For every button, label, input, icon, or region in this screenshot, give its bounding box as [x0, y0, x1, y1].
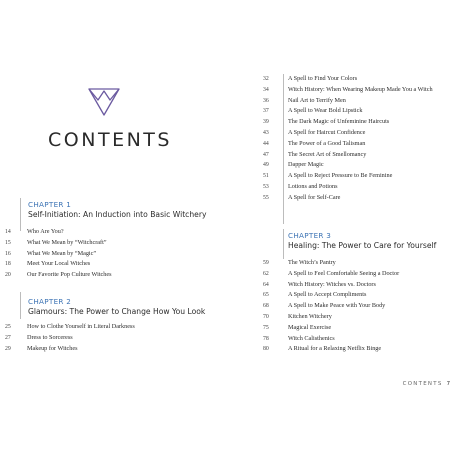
toc-page-number: 25: [5, 324, 11, 330]
toc-page-number: 16: [5, 250, 11, 257]
toc-entry-title: What We Mean by “Magic”: [27, 249, 97, 257]
toc-entry-title: A Spell to Wear Bold Lipstick: [288, 107, 363, 115]
toc-entry: [5, 238, 230, 249]
toc-entry-title: A Spell to Feel Comfortable Seeing a Doctor: [288, 269, 400, 277]
toc-entry-title: Nail Art to Terrify Men: [288, 96, 346, 104]
toc-page-number: 49: [263, 162, 269, 169]
toc-entry-title: Dapper Magic: [288, 161, 324, 169]
toc-entry: [263, 182, 463, 193]
chapter-1-title: Self-Initiation: An Induction into Basic Witchery: [28, 210, 207, 219]
toc-entry-title: A Spell for Haircut Confidence: [288, 128, 366, 136]
chapter-2-title: Glamours: The Power to Change How You Look: [28, 307, 206, 316]
toc-entry-title: What We Mean by “Witchcraft”: [27, 238, 107, 246]
toc-entry-title: The Witch’s Pantry: [288, 259, 336, 266]
toc-page-number: 70: [263, 313, 269, 320]
toc-entry-title: Witch Calisthenics: [288, 334, 335, 342]
chapter-divider: [283, 229, 284, 259]
toc-entry-title: A Spell for Self-Care: [288, 193, 341, 201]
page-number: 7: [446, 381, 450, 387]
toc-entry: [5, 249, 230, 260]
toc-entry-title: Witch History: Witches vs. Doctors: [288, 280, 376, 288]
toc-entry: [263, 106, 463, 117]
chapter-2-label: CHAPTER 2: [28, 297, 72, 306]
toc-page-number: 55: [263, 194, 269, 201]
toc-entry-title: Dress to Sorceress: [27, 333, 73, 341]
toc-entry: [263, 171, 463, 182]
toc-entry: [263, 323, 463, 334]
toc-page-number: 62: [263, 270, 269, 277]
toc-entry: [5, 344, 230, 355]
chapter-1-label: CHAPTER 1: [28, 200, 72, 209]
toc-entry: [263, 280, 463, 291]
toc-entry-title: A Spell to Make Peace with Your Body: [288, 302, 386, 310]
chapter-2-continued-entries: [263, 74, 463, 204]
toc-entry: [263, 193, 463, 204]
toc-page-number: 29: [5, 345, 11, 352]
toc-entry: [263, 150, 463, 161]
toc-entry: [263, 96, 463, 107]
chapter-2-header: [28, 297, 205, 317]
toc-page-number: 27: [5, 334, 11, 341]
toc-entry: [263, 160, 463, 171]
toc-page-number: 34: [263, 86, 269, 93]
chapter-3-title: Healing: The Power to Care for Yourself: [288, 241, 437, 250]
running-head: CONTENTS: [402, 381, 443, 387]
chapter-1-header: [28, 200, 206, 220]
toc-page-number: 51: [263, 173, 269, 180]
toc-entry-title: Makeup for Witches: [27, 344, 78, 352]
toc-page-number: 32: [263, 76, 269, 82]
toc-page-number: 15: [5, 239, 11, 246]
contents-heading: CONTENTS: [48, 129, 172, 151]
toc-page-number: 78: [263, 335, 269, 342]
crown-triangle-icon: [87, 87, 121, 117]
toc-entry: [5, 270, 230, 281]
toc-entry-title: Witch History: When Wearing Makeup Made You a Witch: [288, 85, 433, 93]
toc-entry-title: How to Clothe Yourself in Literal Darkness: [27, 323, 135, 330]
toc-entry-title: A Spell to Reject Pressure to Be Feminine: [288, 172, 393, 180]
toc-entry: [263, 334, 463, 345]
toc-entry-title: Who Are You?: [27, 228, 64, 235]
toc-entry-title: The Dark Magic of Unfeminine Haircuts: [288, 118, 390, 126]
toc-page-number: 65: [263, 292, 269, 299]
toc-entry: [263, 301, 463, 312]
toc-entry: [5, 259, 230, 270]
toc-entry: [263, 258, 463, 269]
toc-entry: [5, 322, 230, 333]
toc-page-number: 75: [263, 324, 269, 331]
toc-entry: [263, 85, 463, 96]
toc-page-number: 20: [5, 272, 11, 279]
toc-page-number: 59: [263, 260, 269, 266]
toc-entry: [263, 74, 463, 85]
toc-entry: [263, 344, 463, 355]
toc-entry-title: A Ritual for a Relaxing Netflix Binge: [288, 345, 382, 353]
chapter-1-entries: [5, 227, 230, 281]
toc-entry: [5, 227, 230, 238]
toc-entry: [263, 269, 463, 280]
toc-page-number: 36: [263, 97, 269, 104]
toc-entry: [263, 312, 463, 323]
toc-entry-title: The Secret Art of Smellomancy: [288, 150, 367, 158]
toc-entry: [263, 128, 463, 139]
toc-entry-title: Our Favorite Pop Culture Witches: [27, 271, 112, 279]
chapter-3-header: [288, 231, 436, 251]
toc-entry-title: Kitchen Witchery: [288, 312, 332, 320]
toc-page-number: 39: [263, 119, 269, 126]
page-footer: [403, 381, 450, 387]
toc-page-number: 64: [263, 281, 269, 288]
chapter-2-entries: [5, 322, 230, 354]
toc-entry-title: A Spell to Accept Compliments: [288, 291, 367, 299]
toc-page-number: 18: [5, 261, 11, 268]
toc-entry-title: Lotions and Potions: [288, 182, 338, 190]
toc-entry: [263, 139, 463, 150]
toc-entry: [263, 290, 463, 301]
right-page: [232, 0, 464, 464]
chapter-3-entries: [263, 258, 463, 355]
toc-entry-title: The Power of a Good Talisman: [288, 139, 366, 147]
toc-page-number: 37: [263, 108, 269, 115]
toc-page-number: 68: [263, 303, 269, 310]
toc-entry-title: Meet Your Local Witches: [27, 260, 91, 268]
toc-page-number: 80: [263, 346, 269, 353]
toc-entry: [5, 333, 230, 344]
toc-page-number: 43: [263, 129, 269, 136]
chapter-divider: [20, 292, 21, 319]
chapter-3-label: CHAPTER 3: [288, 231, 332, 240]
toc-page-number: 47: [263, 151, 269, 158]
toc-page-number: 53: [263, 183, 269, 190]
toc-page-number: 44: [263, 140, 269, 147]
toc-entry: [263, 117, 463, 128]
toc-entry-title: Magical Exercise: [288, 323, 332, 331]
toc-entry-title: A Spell to Find Your Colors: [288, 75, 358, 82]
toc-page-number: 14: [5, 229, 11, 235]
